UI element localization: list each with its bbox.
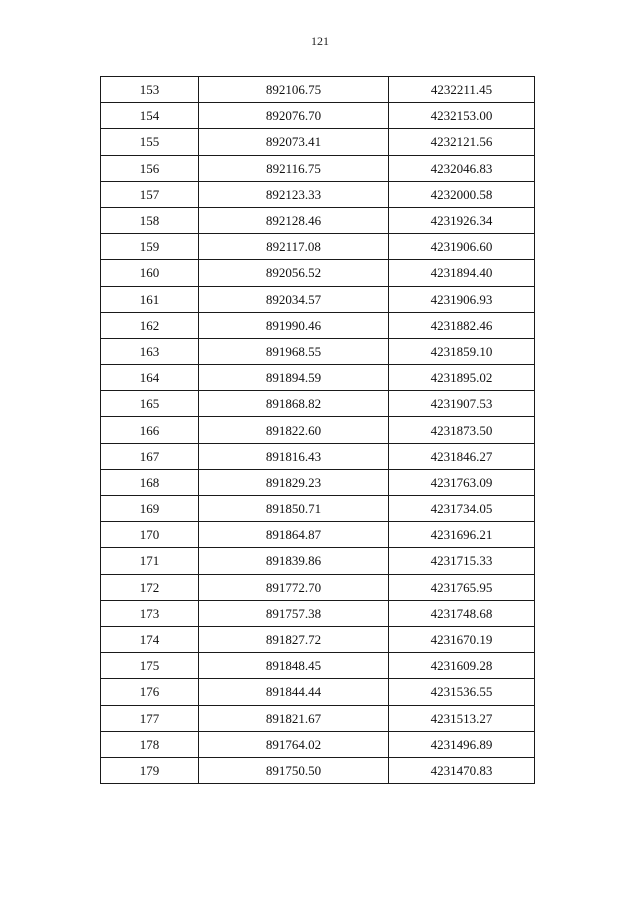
- table-row: [101, 600, 535, 626]
- point-number-cell: 178: [101, 731, 199, 757]
- x-coordinate-cell: 891839.86: [199, 548, 389, 574]
- table-row: [101, 679, 535, 705]
- y-coordinate-cell: 4231763.09: [389, 469, 535, 495]
- y-coordinate-cell: 4231715.33: [389, 548, 535, 574]
- point-number-cell: 156: [101, 155, 199, 181]
- table-row: [101, 731, 535, 757]
- table-row: [101, 181, 535, 207]
- x-coordinate-cell: 891844.44: [199, 679, 389, 705]
- y-coordinate-cell: 4231846.27: [389, 443, 535, 469]
- y-coordinate-cell: 4231734.05: [389, 496, 535, 522]
- point-number-cell: 163: [101, 338, 199, 364]
- table-row: [101, 77, 535, 103]
- point-number-cell: 164: [101, 365, 199, 391]
- x-coordinate-cell: 891829.23: [199, 469, 389, 495]
- y-coordinate-cell: 4232211.45: [389, 77, 535, 103]
- table-row: [101, 338, 535, 364]
- x-coordinate-cell: 891764.02: [199, 731, 389, 757]
- y-coordinate-cell: 4231926.34: [389, 207, 535, 233]
- point-number-cell: 161: [101, 286, 199, 312]
- point-number-cell: 175: [101, 653, 199, 679]
- y-coordinate-cell: 4231895.02: [389, 365, 535, 391]
- y-coordinate-cell: 4231882.46: [389, 312, 535, 338]
- y-coordinate-cell: 4231906.60: [389, 234, 535, 260]
- table-row: [101, 312, 535, 338]
- table-row: [101, 207, 535, 233]
- point-number-cell: 174: [101, 626, 199, 652]
- table-row: [101, 496, 535, 522]
- point-number-cell: 157: [101, 181, 199, 207]
- coordinates-table: [100, 76, 535, 784]
- y-coordinate-cell: 4231906.93: [389, 286, 535, 312]
- y-coordinate-cell: 4231470.83: [389, 757, 535, 783]
- point-number-cell: 158: [101, 207, 199, 233]
- table-row: [101, 757, 535, 783]
- y-coordinate-cell: 4231907.53: [389, 391, 535, 417]
- x-coordinate-cell: 891868.82: [199, 391, 389, 417]
- y-coordinate-cell: 4232121.56: [389, 129, 535, 155]
- point-number-cell: 173: [101, 600, 199, 626]
- table-row: [101, 234, 535, 260]
- y-coordinate-cell: 4232000.58: [389, 181, 535, 207]
- x-coordinate-cell: 891821.67: [199, 705, 389, 731]
- table-row: [101, 129, 535, 155]
- table-row: [101, 469, 535, 495]
- table-row: [101, 548, 535, 574]
- y-coordinate-cell: 4231859.10: [389, 338, 535, 364]
- x-coordinate-cell: 892056.52: [199, 260, 389, 286]
- y-coordinate-cell: 4231765.95: [389, 574, 535, 600]
- y-coordinate-cell: 4231670.19: [389, 626, 535, 652]
- x-coordinate-cell: 892116.75: [199, 155, 389, 181]
- point-number-cell: 170: [101, 522, 199, 548]
- point-number-cell: 166: [101, 417, 199, 443]
- x-coordinate-cell: 891968.55: [199, 338, 389, 364]
- point-number-cell: 168: [101, 469, 199, 495]
- x-coordinate-cell: 891757.38: [199, 600, 389, 626]
- table-row: [101, 417, 535, 443]
- y-coordinate-cell: 4231609.28: [389, 653, 535, 679]
- x-coordinate-cell: 891848.45: [199, 653, 389, 679]
- x-coordinate-cell: 891772.70: [199, 574, 389, 600]
- x-coordinate-cell: 891990.46: [199, 312, 389, 338]
- x-coordinate-cell: 891864.87: [199, 522, 389, 548]
- x-coordinate-cell: 891894.59: [199, 365, 389, 391]
- point-number-cell: 176: [101, 679, 199, 705]
- x-coordinate-cell: 891750.50: [199, 757, 389, 783]
- table-row: [101, 705, 535, 731]
- y-coordinate-cell: 4232046.83: [389, 155, 535, 181]
- point-number-cell: 165: [101, 391, 199, 417]
- y-coordinate-cell: 4232153.00: [389, 103, 535, 129]
- table-row: [101, 574, 535, 600]
- x-coordinate-cell: 892073.41: [199, 129, 389, 155]
- table-row: [101, 522, 535, 548]
- x-coordinate-cell: 891850.71: [199, 496, 389, 522]
- table-row: [101, 653, 535, 679]
- table-row: [101, 103, 535, 129]
- x-coordinate-cell: 891827.72: [199, 626, 389, 652]
- point-number-cell: 155: [101, 129, 199, 155]
- y-coordinate-cell: 4231894.40: [389, 260, 535, 286]
- y-coordinate-cell: 4231536.55: [389, 679, 535, 705]
- y-coordinate-cell: 4231513.27: [389, 705, 535, 731]
- point-number-cell: 172: [101, 574, 199, 600]
- table-row: [101, 365, 535, 391]
- point-number-cell: 153: [101, 77, 199, 103]
- x-coordinate-cell: 892106.75: [199, 77, 389, 103]
- table-row: [101, 286, 535, 312]
- x-coordinate-cell: 892034.57: [199, 286, 389, 312]
- point-number-cell: 162: [101, 312, 199, 338]
- table-row: [101, 626, 535, 652]
- x-coordinate-cell: 892123.33: [199, 181, 389, 207]
- y-coordinate-cell: 4231696.21: [389, 522, 535, 548]
- x-coordinate-cell: 892117.08: [199, 234, 389, 260]
- table-row: [101, 260, 535, 286]
- x-coordinate-cell: 891816.43: [199, 443, 389, 469]
- x-coordinate-cell: 892076.70: [199, 103, 389, 129]
- point-number-cell: 167: [101, 443, 199, 469]
- point-number-cell: 171: [101, 548, 199, 574]
- x-coordinate-cell: 891822.60: [199, 417, 389, 443]
- y-coordinate-cell: 4231873.50: [389, 417, 535, 443]
- y-coordinate-cell: 4231496.89: [389, 731, 535, 757]
- point-number-cell: 159: [101, 234, 199, 260]
- point-number-cell: 154: [101, 103, 199, 129]
- point-number-cell: 169: [101, 496, 199, 522]
- table-row: [101, 443, 535, 469]
- x-coordinate-cell: 892128.46: [199, 207, 389, 233]
- point-number-cell: 179: [101, 757, 199, 783]
- point-number-cell: 177: [101, 705, 199, 731]
- table-row: [101, 155, 535, 181]
- table-row: [101, 391, 535, 417]
- page-number: 121: [311, 34, 329, 48]
- y-coordinate-cell: 4231748.68: [389, 600, 535, 626]
- coordinates-table-body: [101, 77, 535, 784]
- point-number-cell: 160: [101, 260, 199, 286]
